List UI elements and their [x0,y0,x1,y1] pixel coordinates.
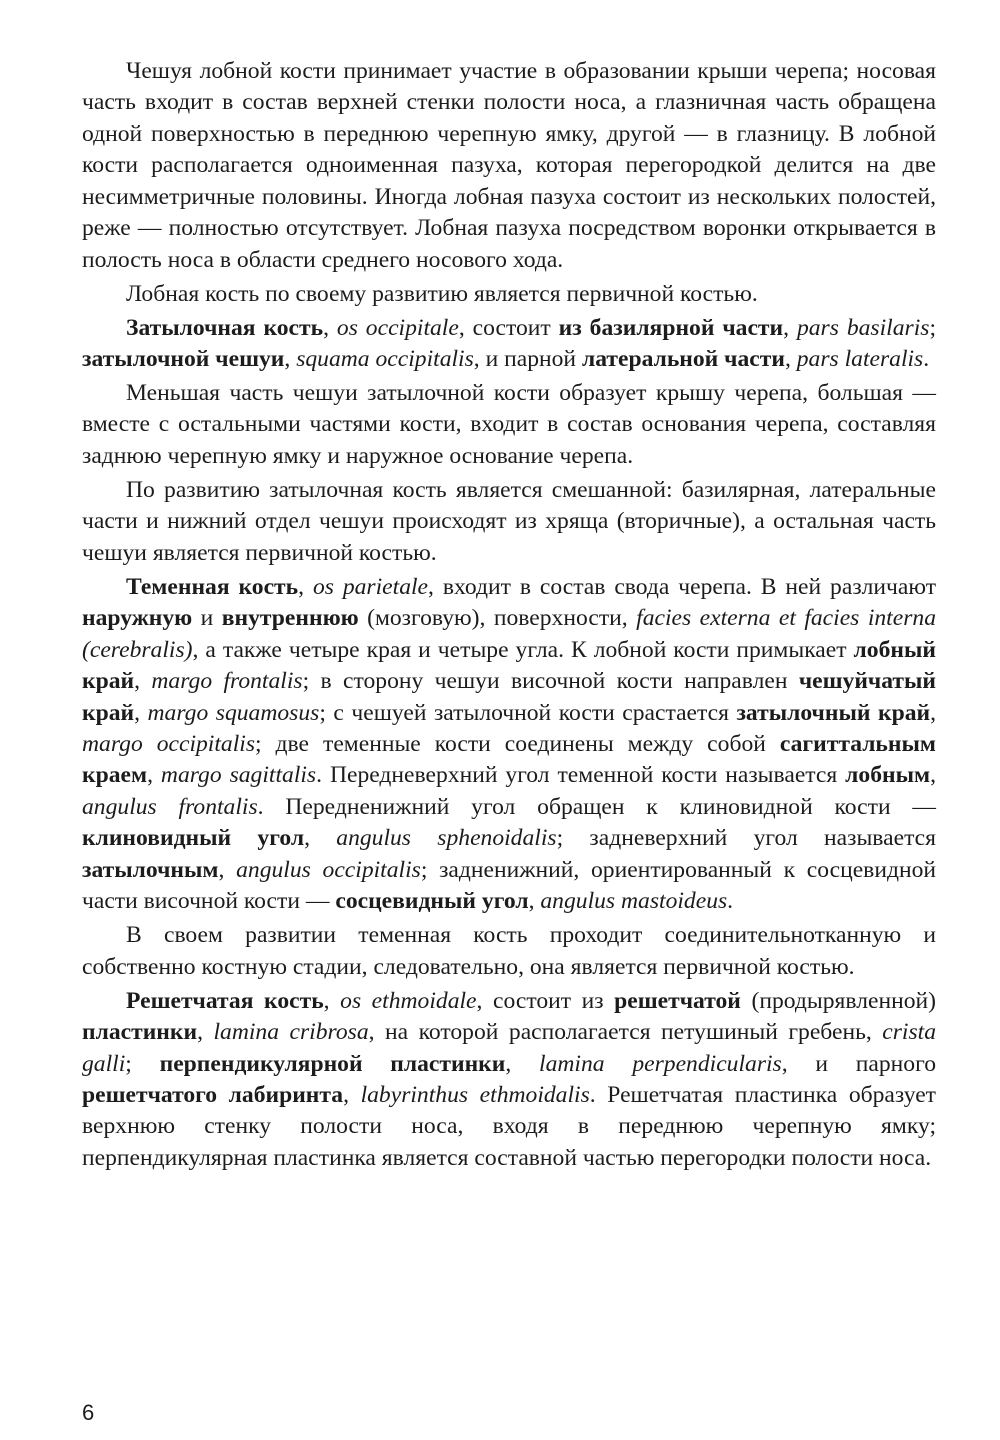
paragraph [82,56,936,276]
latin-term: angulus mastoideus [540,888,728,915]
bold-term: из базилярной части [558,314,784,341]
text-run: , [784,346,797,373]
bold-term: латеральной части [581,346,785,373]
text-run: , состоит [458,314,559,341]
text-run: , [930,699,936,726]
text-run: , [343,1082,361,1108]
text-run: . [727,888,734,915]
paragraph [82,986,936,1175]
text-run: и [192,605,222,632]
paragraph [82,920,936,983]
latin-term: margo squamosus [147,699,320,726]
latin-term: os ethmoidale [340,987,477,1014]
bold-term: затылочной чешуи [82,346,285,373]
text-run: , [323,314,337,341]
latin-term: angulus occipitalis [236,856,421,883]
text-run: . Передненижний угол обращен к клиновидной кости — [257,793,936,820]
text-run: , [284,346,297,373]
latin-term: margo frontalis [151,668,303,695]
latin-term: pars basilaris [796,314,930,341]
text-run: , [528,888,541,915]
bold-term: наружную [82,605,193,632]
text-run: , [930,762,936,789]
page-number: 6 [82,1400,95,1425]
paragraph [82,279,936,310]
text-run: ; задневерхний угол называется [556,825,936,852]
text-run: , [147,762,161,789]
text-run: , а также четыре края и четыре угла. К лобной кости примыкает [192,636,854,663]
text-run: , [197,1019,214,1046]
text-run: , и парного [781,1050,936,1077]
latin-term: margo occipitalis [82,731,256,758]
bold-term: пластинки [82,1019,198,1046]
text-run: , и парной [473,346,582,373]
text-run: . Решетчатая пластинка образует верхнюю стенку полости носа, входя в переднюю черепную ямку; перпендикулярная пластинка является составной частью перегородки полости носа. [82,1082,936,1171]
bold-term: затылочным [82,856,219,883]
text-run: (продырявленной) [740,987,936,1014]
bold-term: решетчатой [614,987,741,1014]
latin-term: os parietale [312,573,429,600]
bold-term: сосцевидный угол [335,888,529,915]
text-run: , на которой располагается петушиный гребень, [368,1019,883,1046]
paragraph [82,475,936,569]
text-run: ; с чешуей затылочной кости срастается [319,699,737,726]
text-run: , [218,856,237,883]
text-run: Меньшая часть чешуи затылочной кости образует крышу черепа, большая — вместе с остальными частями кости, входит в состав основания черепа, составляя заднюю черепную ямку и наружное основание черепа. [82,380,936,469]
bold-term: лобным [845,762,931,789]
text-run: , [323,987,341,1014]
bold-term: Теменная кость [126,573,299,600]
text-run: , состоит из [476,987,615,1014]
latin-term: lamina perpendicularis [539,1050,782,1077]
text-run: По развитию затылочная кость является смешанной: базилярная, латеральные части и нижний отдел чешуи происходят из хряща (вторичные), а остальная часть чешуи является первичной костью. [82,476,936,566]
bold-term: решетчатого лабиринта [82,1082,344,1108]
text-run: , входит в состав свода черепа. В ней различают [428,573,937,600]
bold-term: Решетчатая кость [126,987,324,1014]
text-run: . Передневерхний угол теменной кости называется [316,762,846,789]
bold-term: чешуйчатый край [82,668,937,726]
text-run: (мозговую), поверхности, [358,605,637,632]
text-run: , [134,699,148,726]
text-run: , [134,668,152,695]
text-run: ; задненижний, ориентированный к сосцевидной части височной кости — [82,856,937,915]
bold-term: перпендикулярной пластинки [159,1050,506,1077]
paragraph [82,572,936,918]
text-run: . [923,346,930,373]
bold-term: затылочный край [736,699,931,726]
bold-term: Затылочная кость [126,314,324,341]
bold-term: лобный край [82,636,936,695]
latin-term: margo sagittalis [160,762,317,789]
latin-term: pars lateralis [796,346,924,373]
bold-term: клиновидный угол [82,825,305,852]
text-run: ; две теменные кости соединены между собой [255,731,780,758]
bold-term: сагиттальным краем [82,731,936,789]
latin-term: angulus sphenoidalis [336,825,557,852]
latin-term: os occipitale [336,314,459,341]
text-run: Чешуя лобной кости принимает участие в образовании крыши черепа; носовая часть входит в состав верхней стенки полости носа, а глазничная часть обращена одной поверхностью в переднюю черепную ямку, другой — в глазницу. В лобной кости располагается одноименная пазуха, которая перегородкой делится на две несимметричные половины. Иногда лобная пазуха состоит из нескольких полостей, реже — полностью отсутствует. Лобная пазуха посредством воронки открывается в полость носа в области среднего носового хода. [82,58,936,273]
text-column [82,56,936,1174]
latin-term: crista galli [82,1019,936,1077]
text-run: ; [125,1050,160,1077]
paragraph [82,378,936,472]
latin-term: squama occipitalis [296,346,474,373]
text-run: ; [929,314,936,341]
text-run: , [298,573,313,600]
bold-term: внутреннюю [221,605,359,632]
latin-term: labyrinthus ethmoidalis [360,1082,590,1108]
latin-term: lamina cribrosa [213,1019,369,1046]
text-run: Лобная кость по своему развитию является первичной костью. [126,280,758,307]
text-run: В своем развитии теменная кость проходит соединительнотканную и собственно костную стадии, следовательно, она является первичной костью. [82,922,936,980]
latin-term: angulus frontalis [82,793,258,820]
text-run: , [783,314,797,341]
latin-term: facies externa et facies interna (cerebralis) [82,605,936,663]
text-run: , [304,825,337,852]
text-run: , [505,1050,540,1077]
text-run: ; в сторону чешуи височной кости направлен [302,668,799,695]
paragraph [82,313,936,376]
